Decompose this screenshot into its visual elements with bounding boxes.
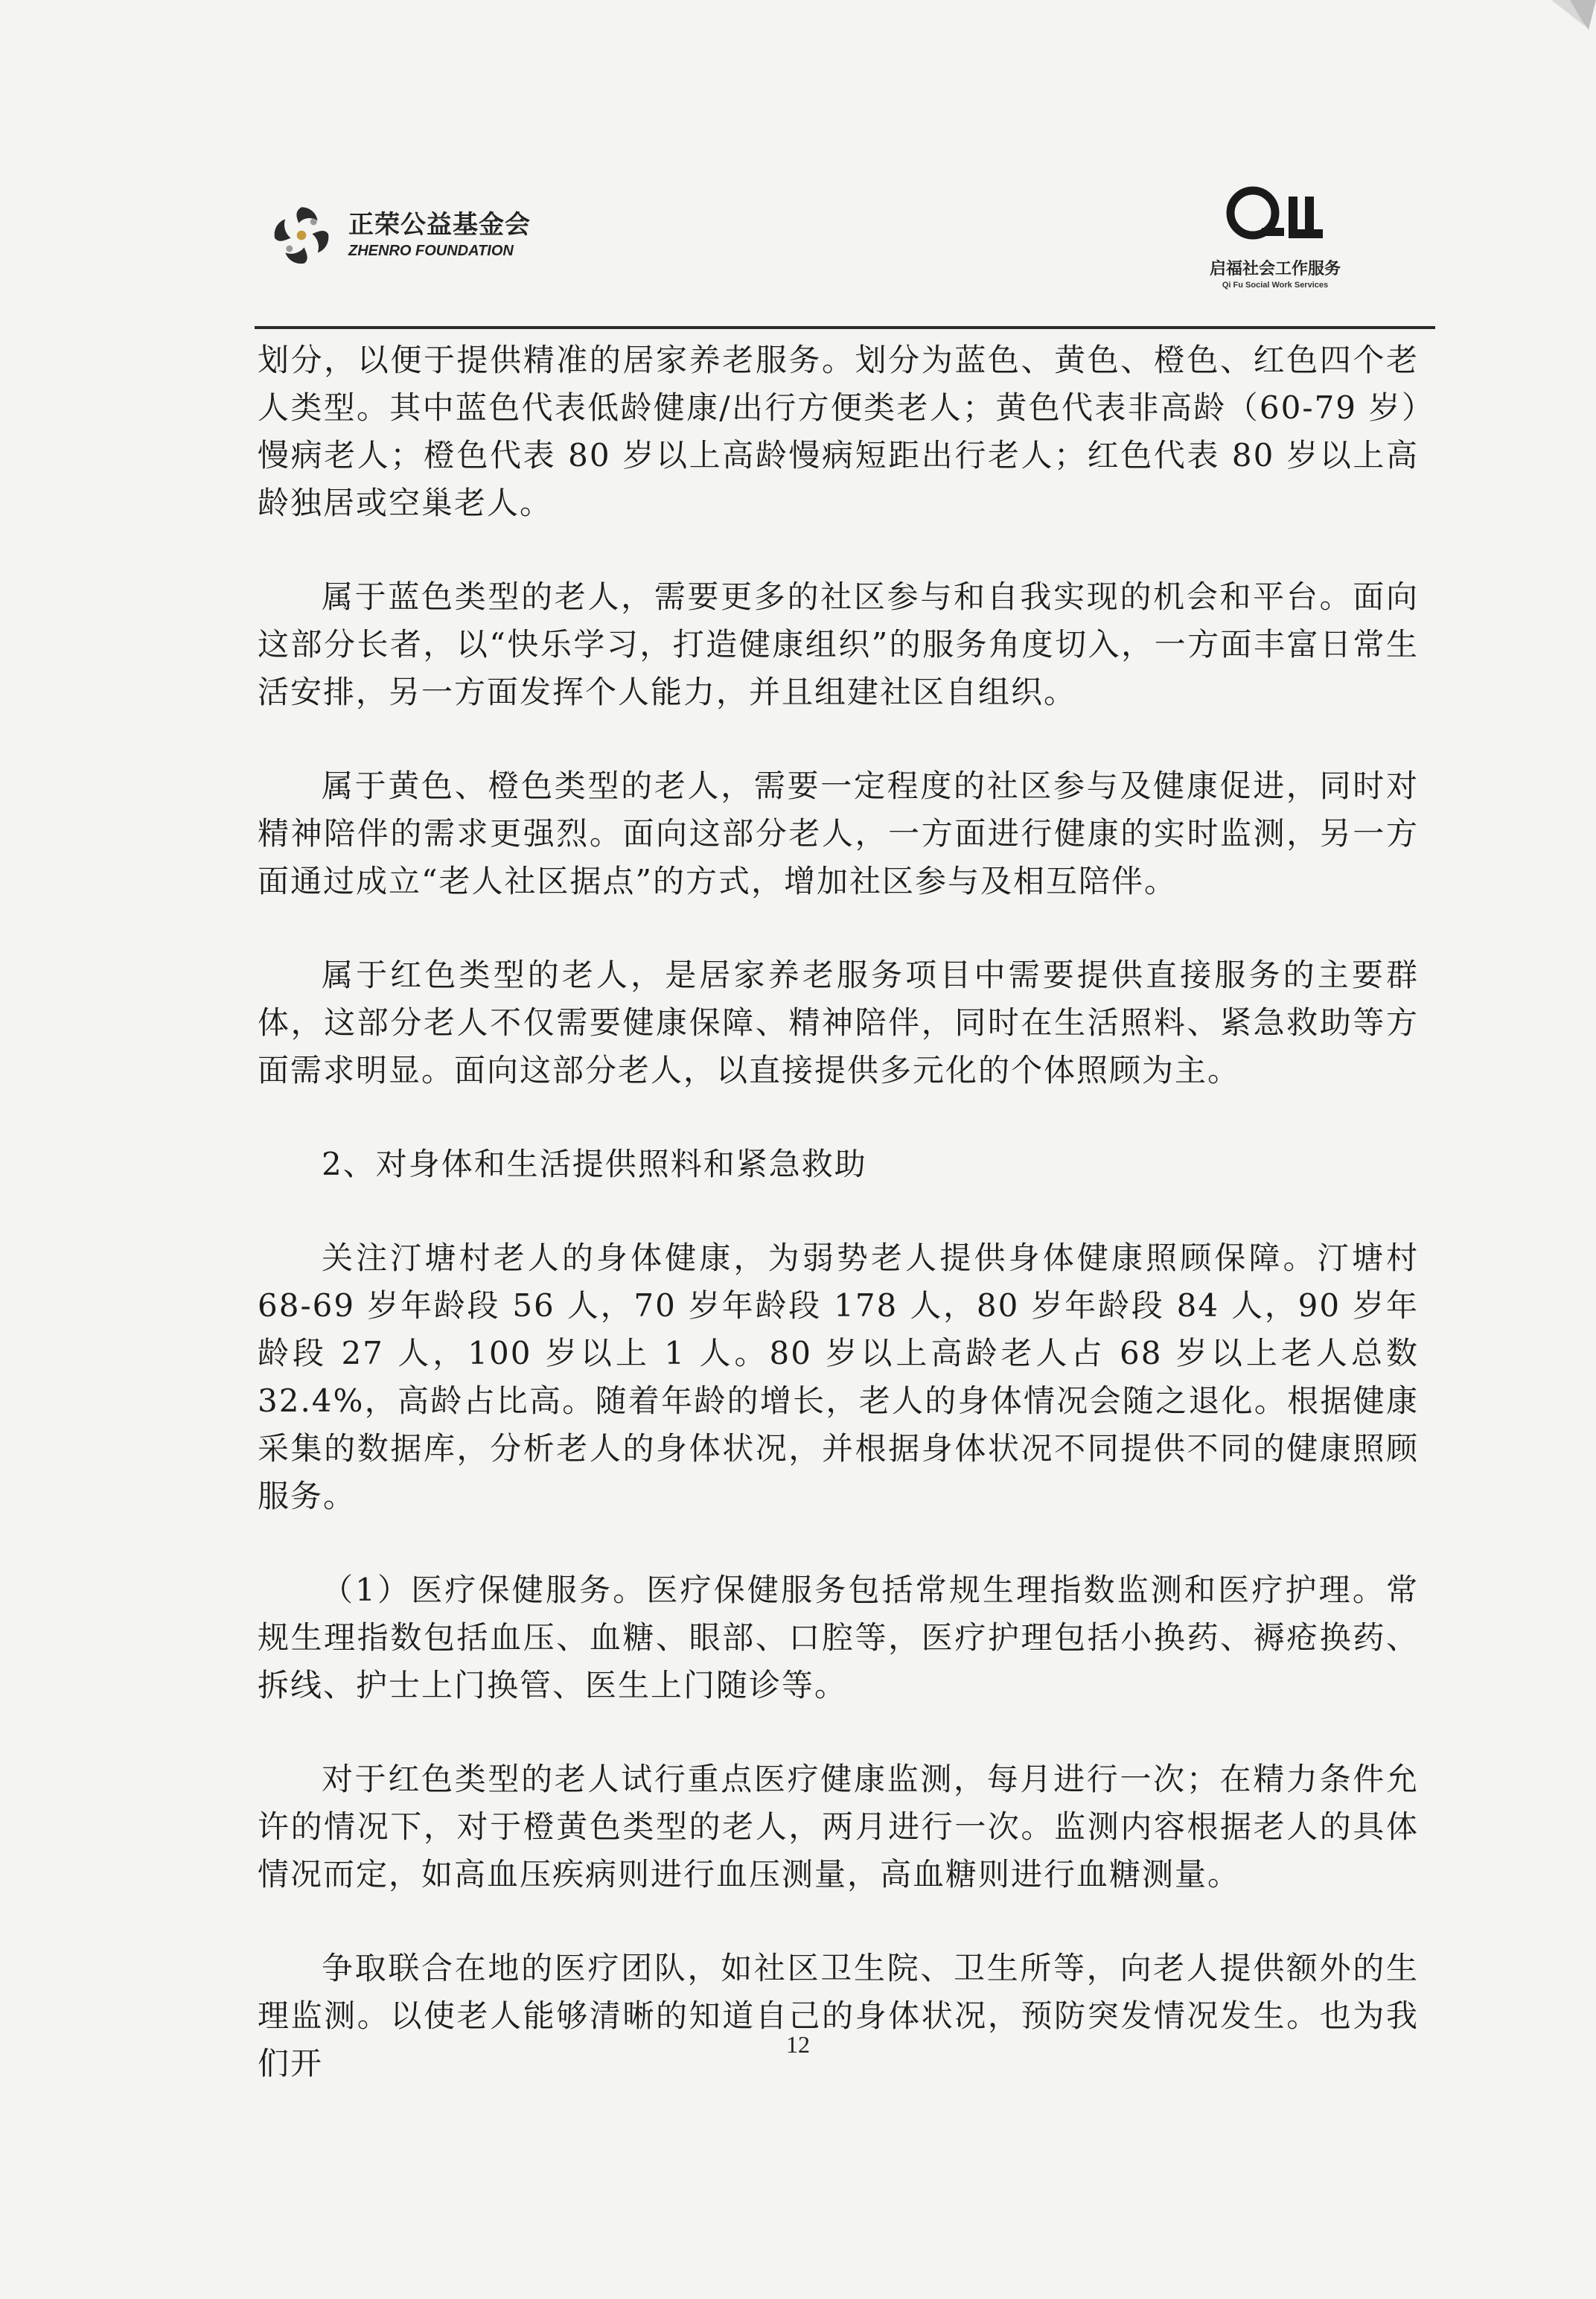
header-divider [255, 326, 1435, 329]
page-number: 12 [786, 2031, 810, 2058]
qifu-q-icon [1223, 183, 1327, 246]
paragraph-blue-type: 属于蓝色类型的老人，需要更多的社区参与和自我实现的机会和平台。面向这部分长者，以“快乐学习，打造健康组织”的服务角度切入，一方面丰富日常生活安排，另一方面发挥个人能力，并且组建社区自组织。 [258, 578, 1419, 710]
zhenro-name-cn: 正荣公益基金会 [348, 210, 531, 240]
qifu-name-cn: 启福社会工作服务 [1209, 260, 1341, 278]
qifu-name-en: Qi Fu Social Work Services [1222, 281, 1329, 290]
page-corner-fold [1440, 0, 1596, 52]
zhenro-swirl-icon [268, 202, 335, 269]
zhenro-foundation-logo [268, 198, 531, 272]
paragraph-red-type: 属于红色类型的老人，是居家养老服务项目中需要提供直接服务的主要群体，这部分老人不仅需要健康保障、精神陪伴，同时在生活照料、紧急救助等方面需求明显。面向这部分老人，以直接提供多元化的个体照顾为主。 [258, 957, 1419, 1088]
paragraph-medical-service: （1）医疗保健服务。医疗保健服务包括常规生理指数监测和医疗护理。常规生理指数包括血压、血糖、眼部、口腔等，医疗护理包括小换药、褥疮换药、拆线、护士上门换管、医生上门随诊等。 [258, 1572, 1419, 1703]
paragraph-classification: 划分，以便于提供精准的居家养老服务。划分为蓝色、黄色、橙色、红色四个老人类型。其中蓝色代表低龄健康/出行方便类老人；黄色代表非高龄（60-79 岁）慢病老人；橙色代表 80 岁以上高龄慢病短距出行老人；红色代表 80 岁以上高龄独居或空巢老人。 [258, 342, 1419, 521]
paragraph-monitoring: 对于红色类型的老人试行重点医疗健康监测，每月进行一次；在精力条件允许的情况下，对于橙黄色类型的老人，两月进行一次。监测内容根据老人的具体情况而定，如高血压疾病则进行血压测量，高血糖则进行血糖测量。 [258, 1761, 1419, 1893]
zhenro-name-en: ZHENRO FOUNDATION [348, 242, 514, 259]
paragraph-medical-team: 争取联合在地的医疗团队，如社区卫生院、卫生所等，向老人提供额外的生理监测。以使老人能够清晰的知道自己的身体状况，预防突发情况发生。也为我们开 [258, 1950, 1419, 2082]
body-text [258, 337, 1419, 2134]
paragraph-yellow-orange-type: 属于黄色、橙色类型的老人，需要一定程度的社区参与及健康促进，同时对精神陪伴的需求更强烈。面向这部分老人，一方面进行健康的实时监测，另一方面通过成立“老人社区据点”的方式，增加社区参与及相互陪伴。 [258, 768, 1419, 899]
paragraph-health-statistics: 关注汀塘村老人的身体健康，为弱势老人提供身体健康照顾保障。汀塘村 68-69 岁年龄段 56 人，70 岁年龄段 178 人，80 岁年龄段 84 人，90 岁年龄段 27 人，100 岁以上 1 人。80 岁以上高龄老人占 68 岁以上老人总数 32.4%，高龄占比高。随着年龄的增长，老人的身体情况会随之退化。根据健康采集的数据库，分析老人的身体状况，并根据身体状况不同提供不同的健康照顾服务。 [258, 1240, 1419, 1514]
qifu-social-work-logo [1204, 183, 1346, 290]
section-heading-care: 2、对身体和生活提供照料和紧急救助 [322, 1146, 867, 1182]
